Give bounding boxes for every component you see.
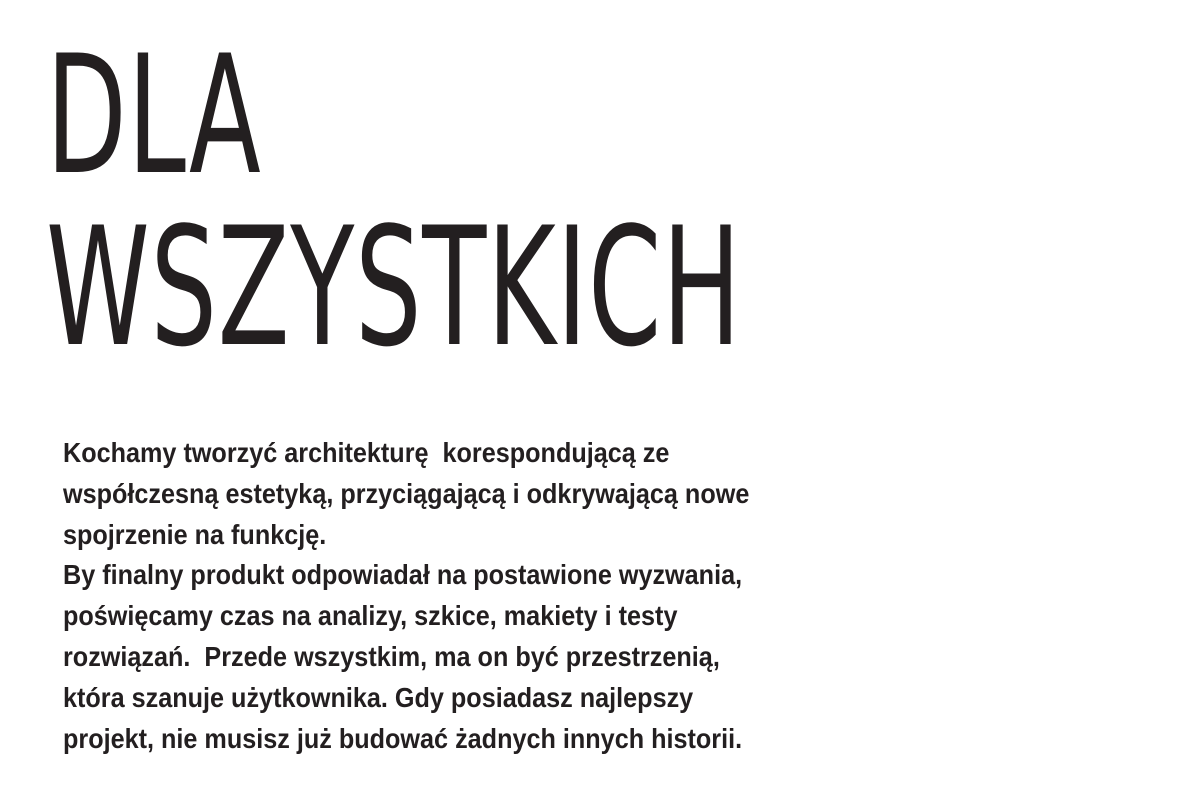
body-line: poświęcamy czas na analizy, szkice, makiety i testy: [63, 600, 678, 632]
body-line: rozwiązań. Przede wszystkim, ma on być przestrzenią,: [63, 640, 720, 672]
headline: [46, 20, 742, 383]
body-line: współczesną estetyką, przyciągającą i odkrywającą nowe: [63, 477, 750, 509]
body-line: Kochamy tworzyć architekturę korespondującą ze: [63, 437, 670, 468]
body-line: która szanuje użytkownika. Gdy posiadasz najlepszy: [63, 681, 694, 713]
headline-line-1: DLA: [46, 20, 262, 211]
body-line: By finalny produkt odpowiadał na postawione wyzwania,: [63, 559, 743, 591]
body-line: projekt, nie musisz już budować żadnych innych historii.: [63, 722, 743, 754]
body-line: spojrzenie na funkcję.: [63, 518, 327, 550]
headline-line-2: WSZYSTKICH: [46, 192, 742, 383]
body-paragraph: [63, 433, 873, 759]
